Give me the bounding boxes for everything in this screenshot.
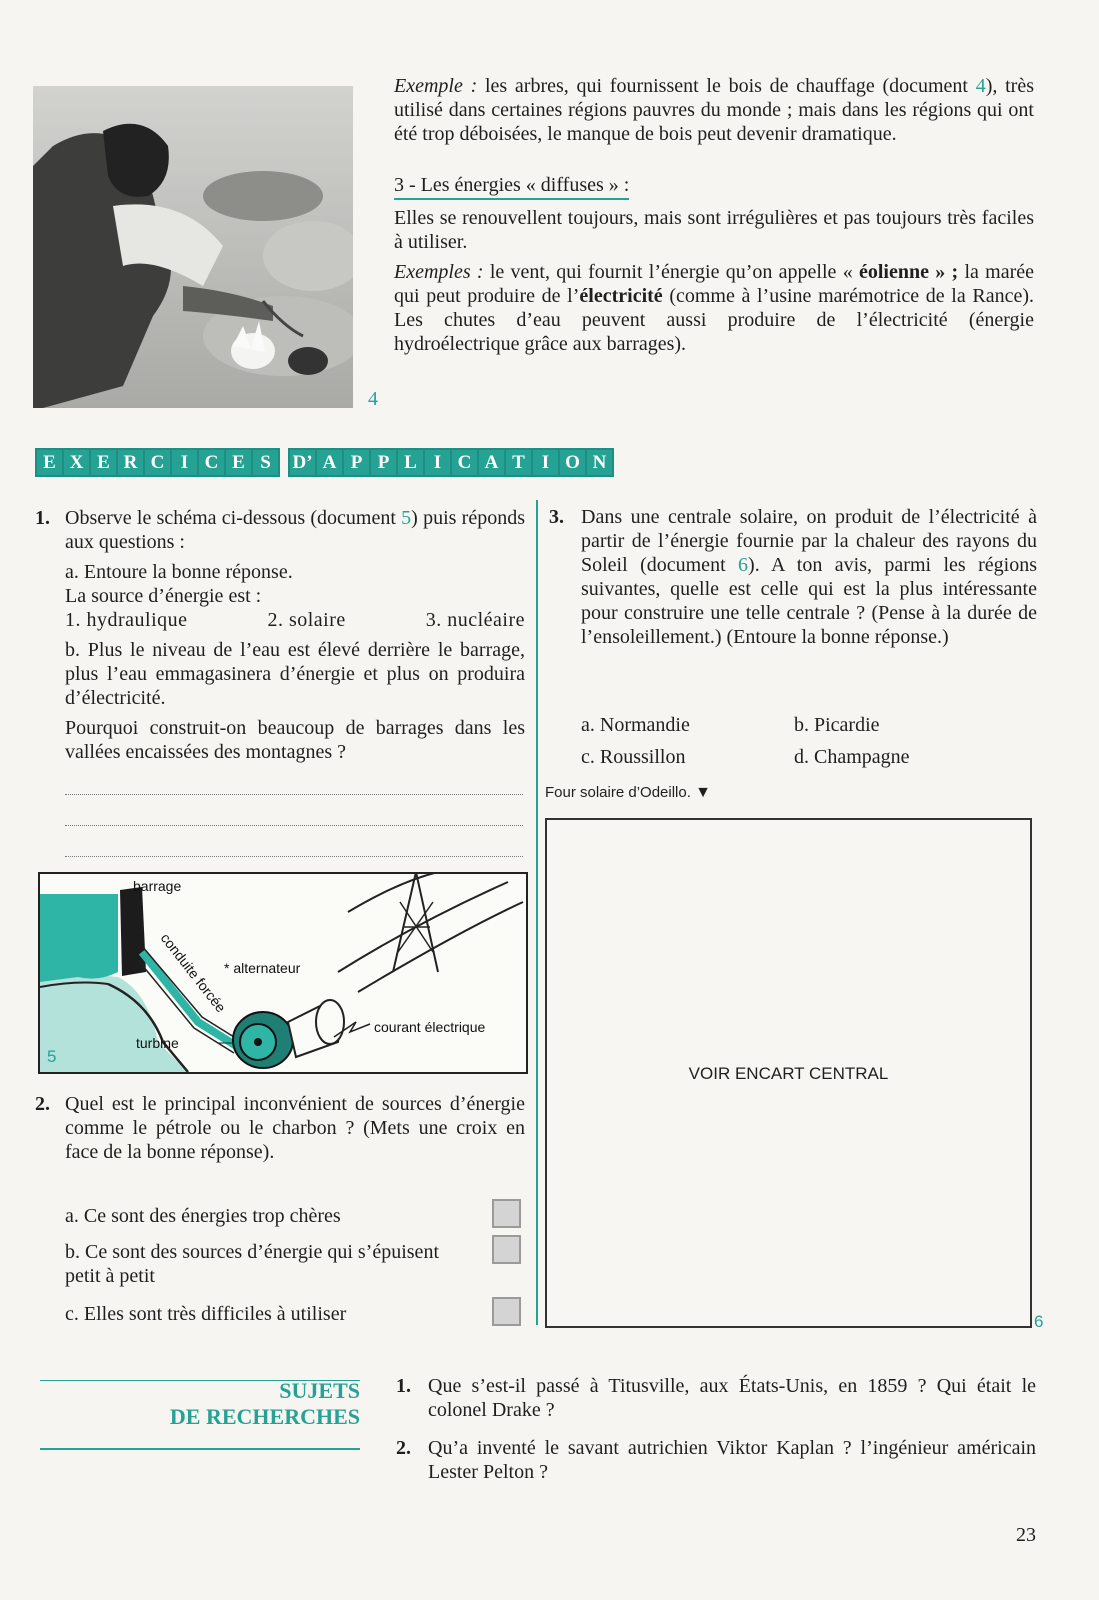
research-title-line-2: DE RECHERCHES [169,1404,360,1429]
caption-text: Four solaire d’Odeillo. [545,784,691,801]
answer-line-2[interactable] [65,825,523,826]
research-question-1 [396,1374,1036,1422]
exercise-2 [35,1092,525,1164]
examples-text-3: (comme à l’usine marémotrice de la Rance). Les chutes d’eau peuvent aussi produire de l’électricité (énergie hydroélectrique grâce aux barrages). [394,285,1034,355]
reservoir-water [40,894,118,982]
research-title [40,1378,360,1430]
document-ref-6: 6 [738,554,749,576]
triangle-down-icon: ▼ [695,784,711,801]
banner-letter: P [344,450,369,475]
examples-paragraph [394,260,1034,356]
banner-letter: X [64,450,89,475]
voir-encart-central: VOIR ENCART CENTRAL [688,1064,889,1083]
term-eolienne: éolienne » ; [858,261,959,283]
section-3-title: 3 - Les énergies « diffuses » : [394,174,629,200]
column-divider [536,500,538,1325]
exercise-2-number: 2. [35,1093,50,1115]
banner-letter: C [452,450,477,475]
label-courant-electrique: courant électrique [374,1019,486,1035]
banner-letter: C [145,450,170,475]
exercise-2-option-b: b. Ce sont des sources d’énergie qui s’épuisent petit à petit [65,1241,439,1287]
exercise-2-option-a: a. Ce sont des énergies trop chères [65,1205,341,1227]
examples-text-2: la marée qui peut produire de l’ [394,261,1034,307]
photo-illustration [33,86,353,408]
banner-letter: R [118,450,143,475]
region-option-roussillon[interactable]: c. Roussillon [581,746,686,768]
exercise-1-number: 1. [35,507,50,529]
document-ref-5: 5 [401,507,412,529]
banner-word-exercices [35,448,280,477]
answer-line-1[interactable] [65,794,523,795]
research-q2-number: 2. [396,1437,411,1459]
checkbox-option-c[interactable] [492,1297,521,1326]
section-3-text: Elles se renouvellent toujours, mais sont irrégulières et pas toujours très faciles à utiliser. [394,207,1034,253]
exercise-1a: a. Entoure la bonne réponse. [65,561,293,583]
region-option-normandie[interactable]: a. Normandie [581,714,690,736]
dam-diagram [38,872,528,1074]
solar-oven-placeholder-box [545,818,1032,1328]
banner-letter: I [425,450,450,475]
photo-man-cooking-fire [33,86,353,408]
banner-letter: A [317,450,342,475]
banner-letter: I [172,450,197,475]
examples-text-1: le vent, qui fournit l’énergie qu’on appelle « [483,261,859,283]
option-nucleaire[interactable]: 3. nucléaire [425,609,525,631]
exercises-banner [35,448,622,477]
exercise-1 [35,506,525,764]
exercise-1-question: Pourquoi construit-on beaucoup de barrages dans les vallées encaissées des montagnes ? [65,717,525,763]
example-text: les arbres, qui fournissent le bois de chauffage (document [477,75,976,97]
exercise-2-option-c: c. Elles sont très difficiles à utiliser [65,1303,347,1325]
region-option-champagne[interactable]: d. Champagne [794,746,910,768]
answer-line-3[interactable] [65,856,523,857]
banner-letter: O [560,450,585,475]
label-conduite-forcee: conduite forcée [157,929,230,1016]
banner-letter: E [91,450,116,475]
document-number-5: 5 [47,1047,57,1066]
label-turbine: turbine [136,1035,179,1051]
research-q1-text: Que s’est-il passé à Titusville, aux États-Unis, en 1859 ? Qui était le colonel Drake ? [428,1375,1036,1421]
solar-oven-caption [545,784,711,802]
research-q1-number: 1. [396,1375,411,1397]
banner-letter: L [398,450,423,475]
checkbox-option-b[interactable] [492,1235,521,1264]
research-title-line-1: SUJETS [279,1378,360,1403]
exercise-1-intro [65,506,525,554]
checkbox-option-a[interactable] [492,1199,521,1228]
label-barrage: barrage [133,878,182,894]
dam-diagram-drawing [38,872,528,1074]
banner-letter: A [479,450,504,475]
exercise-3 [549,505,1037,649]
ex1-intro-end: ) puis réponds aux questions : [65,507,525,553]
option-solaire[interactable]: 2. solaire [267,609,346,631]
region-option-picardie[interactable]: b. Picardie [794,714,880,736]
exercise-3-number: 3. [549,506,564,528]
banner-word-application [288,448,614,477]
research-question-2 [396,1436,1036,1484]
example-paragraph [394,74,1034,146]
ex3-text-a: Dans une centrale solaire, on produit de l’électricité à partir de l’énergie fournie par la chaleur des rayons du Soleil (document [581,506,1037,576]
banner-letter: E [37,450,62,475]
banner-letter: C [199,450,224,475]
banner-letter: N [587,450,612,475]
document-number-6: 6 [1034,1312,1044,1331]
document-number-4: 4 [368,388,378,410]
exercise-3-text [581,505,1037,649]
label-alternateur: * alternateur [224,960,301,976]
banner-letter: E [226,450,251,475]
option-hydraulique[interactable]: 1. hydraulique [65,609,188,631]
dam-wall [120,887,146,976]
banner-letter: S [253,450,278,475]
banner-letter: P [371,450,396,475]
research-bottom-rule [40,1448,360,1450]
example-label: Exemple : [394,75,478,97]
research-q2-text: Qu’a inventé le savant autrichien Viktor Kaplan ? l’ingénieur américain Lester Pelton ? [428,1437,1036,1483]
term-electricite: électricité [579,285,663,307]
banner-letter: I [533,450,558,475]
page-number: 23 [1016,1524,1036,1546]
energy-options [65,608,525,632]
examples-label: Exemples : [394,261,484,283]
banner-letter: T [506,450,531,475]
top-text-block [394,74,1034,356]
ex1-intro-text: Observe le schéma ci-dessous (document [65,507,402,529]
example-text-rest: ), très utilisé dans certaines régions pauvres du monde ; mais dans les régions qui ont été trop déboisées, le manque de bois peut devenir dramatique. [394,75,1035,145]
banner-letter: D’ [290,450,315,475]
energy-source-line: La source d’énergie est : [65,585,262,607]
exercise-1b: b. Plus le niveau de l’eau est élevé derrière le barrage, plus l’eau emmagasinera d’énergie et plus on produira d’électricité. [65,639,525,709]
ex3-text-b: ). A ton avis, parmi les régions suivantes, quelle est celle qui est la plus intéressante pour construire une telle centrale ? (Pense à la durée de l’ensoleillement.) (Entoure la bonne réponse.) [581,554,1037,648]
exercise-2-question: Quel est le principal inconvénient de sources d’énergie comme le pétrole ou le charbon ? (Mets une croix en face de la bonne réponse). [65,1093,525,1163]
document-ref-4: 4 [975,75,986,97]
